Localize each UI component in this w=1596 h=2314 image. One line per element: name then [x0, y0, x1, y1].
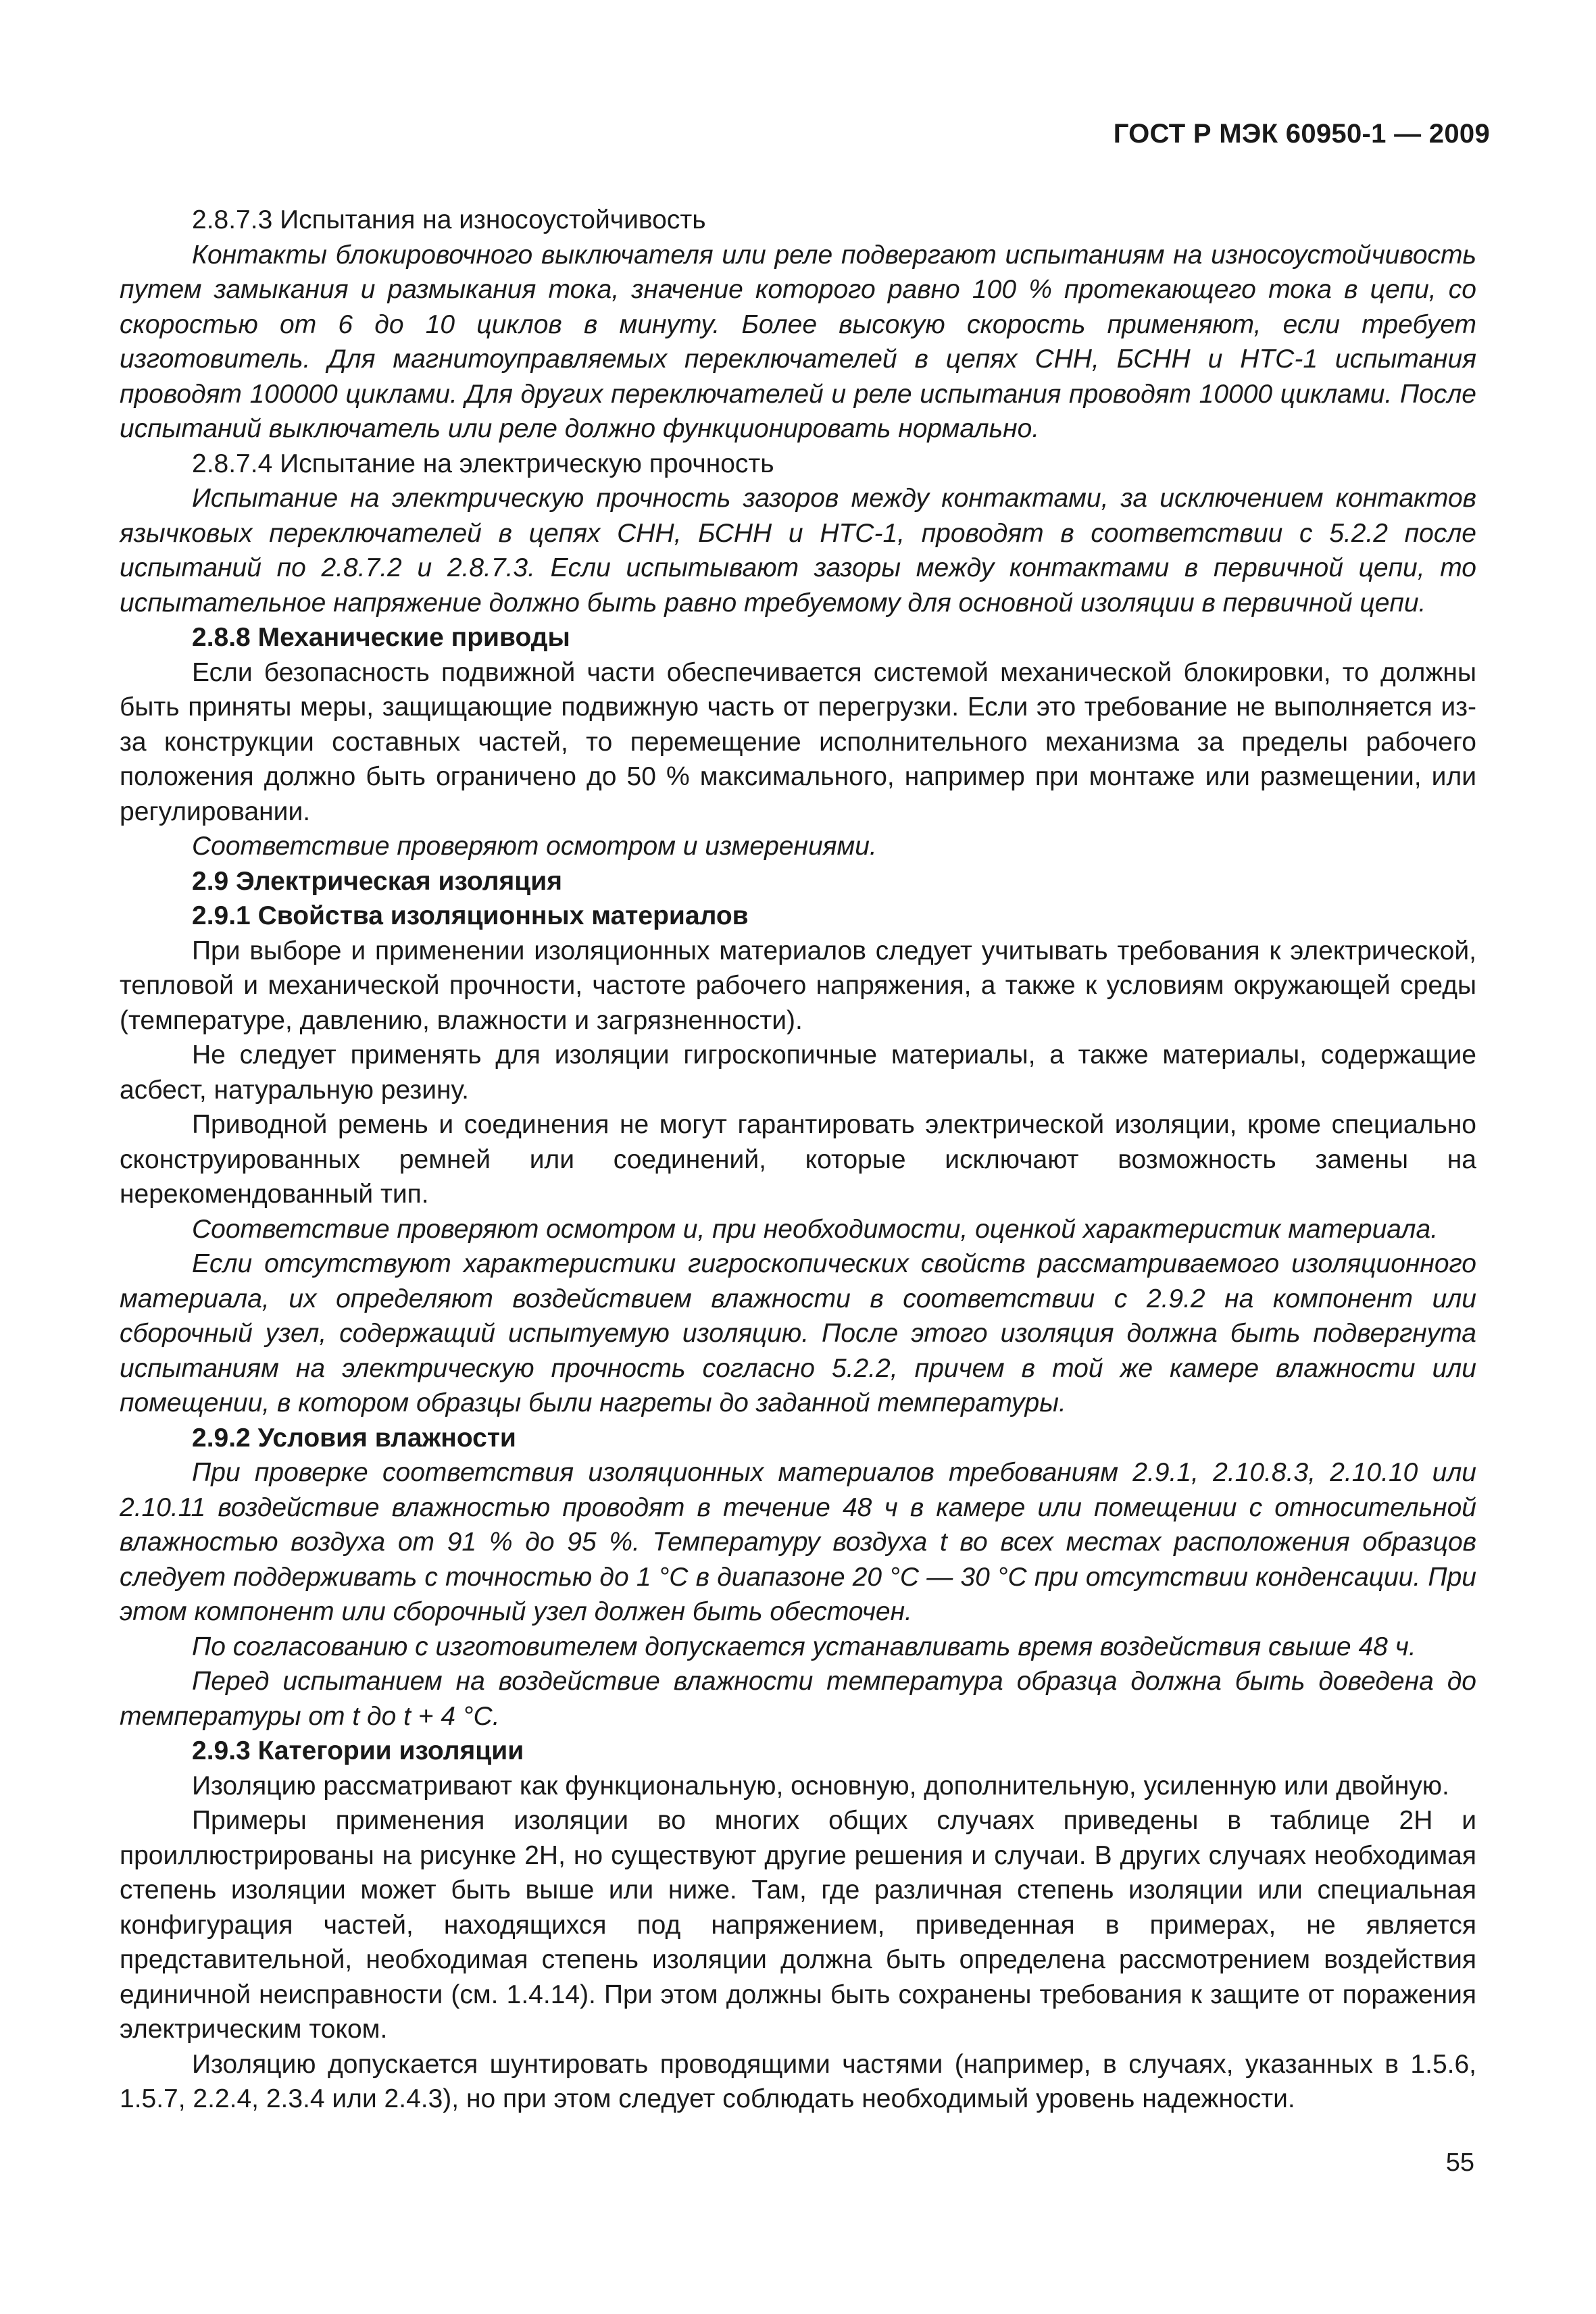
paragraph: При проверке соответствия изоляционных материалов требованиям 2.9.1, 2.10.8.3, 2.10.10 или 2.10.11 воздействие влажностью проводят в течение 48 ч в камере или помещении с относительной влажностью воздуха от 91 % до 95 %. Температуру воздуха t во всех местах расположения образцов следует поддерживать с точностью до 1 °С в диапазоне 20 °С — 30 °С при отсутствии конденсации. При этом компонент или сборочный узел должен быть обесточен.: [120, 1458, 1476, 1626]
paragraph: Соответствие проверяют осмотром и измерениями.: [192, 832, 877, 861]
section-heading: 2.9 Электрическая изоляция: [192, 866, 562, 896]
paragraph: Не следует применять для изоляции гигроскопичные материалы, а также материалы, содержащие асбест, натуральную резину.: [120, 1040, 1476, 1105]
paragraph: Приводной ремень и соединения не могут гарантировать электрической изоляции, кроме специально сконструированных ремней или соединений, которые исключают возможность замены на нерекомендованный тип.: [120, 1110, 1476, 1209]
paragraph: Перед испытанием на воздействие влажности температура образца должна быть доведена до температуры от t до t + 4 °С.: [120, 1667, 1476, 1731]
paragraph: 2.8.7.4 Испытание на электрическую прочность: [192, 449, 774, 478]
document-body: [120, 203, 1476, 2117]
paragraph: Если безопасность подвижной части обеспечивается системой механической блокировки, то должны быть приняты меры, защищающие подвижную часть от перегрузки. Если это требование не выполняется из-за конструкции составных частей, то перемещение исполнительного механизма за пределы рабочего положения должно быть ограничено до 50 % максимального, например при монтаже или размещении, или регулировании.: [120, 657, 1476, 826]
paragraph: Изоляцию допускается шунтировать проводящими частями (например, в случаях, указанных в 1.5.6, 1.5.7, 2.2.4, 2.3.4 или 2.4.3), но при этом следует соблюдать необходимый уровень надежности.: [120, 2049, 1476, 2113]
section-heading: 2.8.8 Механические приводы: [192, 623, 570, 652]
paragraph: При выборе и применении изоляционных материалов следует учитывать требования к электрической, тепловой и механической прочности, частоте рабочего напряжения, а также к условиям окружающей среды (температуре, давлению, влажности и загрязненности).: [120, 936, 1476, 1035]
paragraph: Контакты блокировочного выключателя или реле подвергают испытаниям на износоустойчивость путем замыкания и размыкания тока, значение которого равно 100 % протекающего тока в цепи, со скоростью от 6 до 10 циклов в минуту. Более высокую скорость применяют, если требует изготовитель. Для магнитоуправляемых переключателей в цепях СНН, БСНН и НТС-1 испытания проводят 100000 циклами. Для других переключателей и реле испытания проводят 10000 циклами. После испытаний выключатель или реле должно функционировать нормально.: [120, 240, 1476, 443]
paragraph: Изоляцию рассматривают как функциональную, основную, дополнительную, усиленную или двойную.: [192, 1771, 1449, 1801]
paragraph: По согласованию с изготовителем допускается устанавливать время воздействия свыше 48 ч.: [192, 1632, 1416, 1661]
paragraph: Испытание на электрическую прочность зазоров между контактами, за исключением контактов язычковых переключателей в цепях СНН, БСНН и НТС-1, проводят в соответствии с 5.2.2 после испытаний по 2.8.7.2 и 2.8.7.3. Если испытывают зазоры между контактами в первичной цепи, то испытательное напряжение должно быть равно требуемому для основной изоляции в первичной цепи.: [120, 484, 1476, 618]
paragraph: Если отсутствуют характеристики гигроскопических свойств рассматриваемого изоляционного материала, их определяют воздействием влажности в соответствии с 2.9.2 на компонент или сборочный узел, содержащий испытуемую изоляцию. После этого изоляция должна быть подвергнута испытаниям на электрическую прочность согласно 5.2.2, причем в той же камере влажности или помещении, в котором образцы были нагреты до заданной температуры.: [120, 1249, 1476, 1417]
section-heading: 2.9.3 Категории изоляции: [192, 1736, 524, 1765]
paragraph: Соответствие проверяют осмотром и, при необходимости, оценкой характеристик материала.: [192, 1214, 1439, 1244]
page-number: 55: [1445, 2148, 1474, 2177]
paragraph: Примеры применения изоляции во многих общих случаях приведены в таблице 2Н и проиллюстрированы на рисунке 2Н, но существуют другие решения и случаи. В других случаях необходимая степень изоляции может быть выше или ниже. Там, где различная степень изоляции или специальная конфигурация частей, находящихся под напряжением, приведенная в примерах, не является представительной, необходимая степень изоляции должна быть определена рассмотрением воздействия единичной неисправности (см. 1.4.14). При этом должны быть сохранены требования к защите от поражения электрическим током.: [120, 1806, 1476, 2044]
section-heading: 2.9.2 Условия влажности: [192, 1423, 516, 1453]
document-header: ГОСТ Р МЭК 60950-1 — 2009: [1113, 119, 1490, 149]
section-heading: 2.9.1 Свойства изоляционных материалов: [192, 901, 749, 930]
paragraph: 2.8.7.3 Испытания на износоустойчивость: [192, 205, 706, 234]
